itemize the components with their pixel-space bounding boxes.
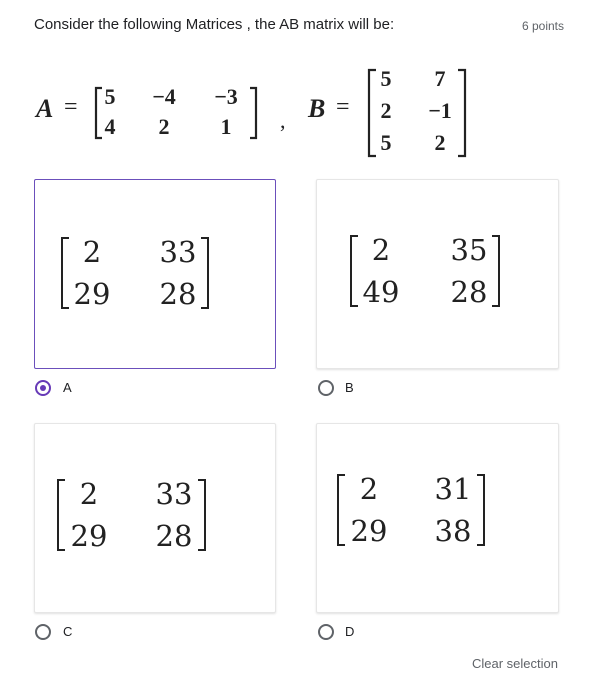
option-radio-b[interactable]: [318, 380, 334, 396]
option-d-matrix: [317, 424, 558, 612]
option-a-matrix: [35, 180, 275, 368]
matrix-a-cell: −4: [152, 84, 176, 109]
right-bracket: [477, 475, 484, 545]
matrix-cell: 2: [359, 472, 379, 506]
option-c-matrix: [35, 424, 275, 612]
option-label-c[interactable]: C: [63, 624, 73, 639]
matrix-cell: 2: [371, 233, 391, 267]
option-label-a[interactable]: A: [63, 380, 72, 395]
matrix-a-right-bracket: [250, 88, 256, 138]
option-label-b[interactable]: B: [345, 380, 354, 395]
matrix-separator-comma: ,: [280, 108, 286, 133]
option-card-c[interactable]: [34, 423, 276, 613]
matrix-cell: 2: [82, 235, 102, 269]
option-card-d[interactable]: [316, 423, 559, 613]
matrix-b-cell: 2: [434, 130, 446, 155]
matrix-cell: 28: [155, 519, 193, 553]
matrix-b-cell: −1: [428, 98, 452, 123]
matrix-a-cell: 4: [104, 114, 116, 139]
left-bracket: [62, 238, 69, 308]
matrix-cell: 29: [73, 277, 111, 311]
matrix-cell: 29: [70, 519, 108, 553]
left-bracket: [338, 475, 345, 545]
matrix-b-name: B: [308, 94, 326, 123]
matrix-cell: 35: [450, 233, 488, 267]
points-badge: 6 points: [521, 19, 564, 33]
matrix-cell: 33: [155, 477, 193, 511]
option-radio-a[interactable]: [35, 380, 51, 396]
option-radio-d[interactable]: [318, 624, 334, 640]
right-bracket: [198, 480, 205, 550]
matrix-b-cell: 5: [380, 130, 392, 155]
matrix-a-cell: −3: [214, 84, 238, 109]
matrix-cell: 31: [434, 472, 472, 506]
matrix-cell: 28: [159, 277, 197, 311]
matrix-a-equals: =: [64, 94, 78, 120]
left-bracket: [351, 236, 358, 306]
matrix-cell: 2: [79, 477, 99, 511]
matrix-b-cell: 5: [380, 66, 392, 91]
matrix-a-cell: 5: [104, 84, 116, 109]
option-b-matrix: [317, 180, 558, 368]
matrix-cell: 33: [159, 235, 197, 269]
matrix-cell: 49: [362, 275, 400, 309]
matrix-b-equation: [308, 66, 478, 162]
option-card-a[interactable]: [34, 179, 276, 369]
right-bracket: [201, 238, 208, 308]
matrix-b-cell: 2: [380, 98, 392, 123]
option-label-d[interactable]: D: [345, 624, 355, 639]
matrix-cell: 38: [434, 514, 472, 548]
clear-selection-link[interactable]: Clear selection: [472, 656, 558, 671]
matrix-a-cell: 1: [220, 114, 232, 139]
matrix-a-cell: 2: [158, 114, 170, 139]
matrix-b-equals: =: [336, 94, 350, 120]
matrix-cell: 29: [350, 514, 388, 548]
matrix-a-name: A: [36, 94, 54, 123]
matrix-b-cell: 7: [434, 66, 446, 91]
matrix-cell: 28: [450, 275, 488, 309]
option-card-b[interactable]: [316, 179, 559, 369]
right-bracket: [492, 236, 499, 306]
option-radio-c[interactable]: [35, 624, 51, 640]
question-title: Consider the following Matrices , the AB matrix will be:: [34, 16, 395, 33]
matrix-a-equation: [36, 84, 286, 144]
left-bracket: [58, 480, 65, 550]
